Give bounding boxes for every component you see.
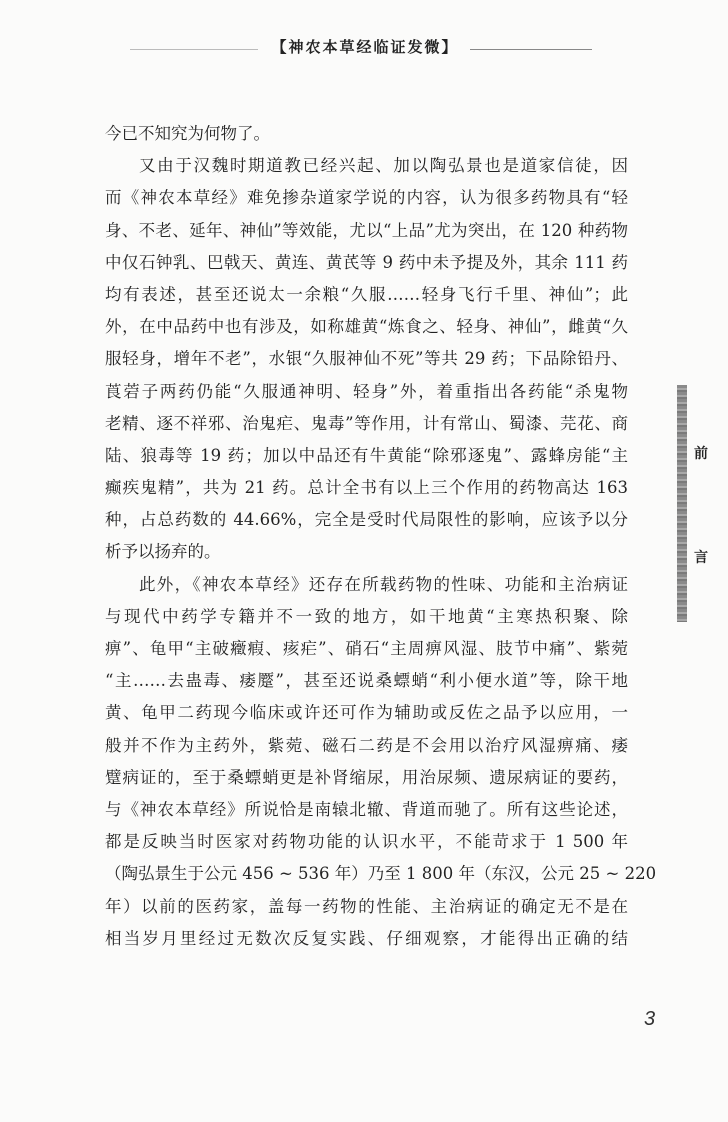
text-line: 与《神农本草经》所说恰是南辕北辙、背道而驰了。所有这些论述，: [105, 799, 628, 819]
text-line: 都是反映当时医家对药物功能的认识水平，不能苛求于 1 500 年: [105, 832, 628, 852]
chapter-tab-char: 前: [694, 446, 708, 462]
text-line: 般并不作为主药外，紫菀、磁石二药是不会用以治疗风湿痹痛、痿: [105, 735, 628, 755]
text-line: 而《神农本草经》难免掺杂道家学说的内容，认为很多药物具有“轻: [105, 188, 628, 208]
chapter-tab-char: 言: [694, 550, 708, 566]
text-line: （陶弘景生于公元 456 ~ 536 年）乃至 1 800 年（东汉，公元 25 ~ 220: [105, 864, 657, 884]
text-line: 今已不知究为何物了。: [105, 124, 270, 143]
text-line: 老精、逐不祥邪、治鬼疟、鬼毒”等作用，计有常山、蜀漆、芫花、商: [105, 413, 628, 433]
header-rule-left: [130, 49, 258, 50]
text-line: 癫疾鬼精”，共为 21 药。总计全书有以上三个作用的药物高达 163: [105, 478, 628, 498]
text-line: 与现代中药学专籍并不一致的地方，如干地黄“主寒热积聚、除: [105, 606, 628, 626]
text-line: 莨菪子两药仍能“久服通神明、轻身”外，着重指出各药能“杀鬼物: [105, 381, 628, 401]
text-line: 身、不老、延年、神仙”等效能，尤以“上品”尤为突出，在 120 种药物: [105, 220, 628, 240]
text-line: “主……去蛊毒、痿蹷”，甚至还说桑螵蛸“利小便水道”等，除干地: [105, 671, 628, 691]
text-line: 外，在中品药中也有涉及，如称雄黄“炼食之、轻身、神仙”，雌黄“久: [105, 317, 628, 337]
header-rule-right: [470, 49, 592, 50]
chapter-thumb-tab: [677, 385, 687, 622]
body-text: [105, 118, 657, 955]
text-line: 痹”、龟甲“主破癥瘕、痎疟”、硝石“主周痹风湿、肢节中痛”、紫菀: [105, 639, 628, 658]
text-line: 析予以扬弃的。: [105, 542, 221, 562]
running-header: [0, 36, 728, 60]
book-title: 【神农本草经临证发微】: [271, 38, 459, 56]
text-line: 均有表述，甚至还说太一余粮“久服……轻身飞行千里、神仙”；此: [105, 284, 628, 304]
text-line: 相当岁月里经过无数次反复实践、仔细观察，才能得出正确的结: [105, 928, 628, 948]
text-line: 陆、狼毒等 19 药；加以中品还有牛黄能“除邪逐鬼”、露蜂房能“主: [105, 445, 628, 465]
text-line: 种，占总药数的 44.66%，完全是受时代局限性的影响，应该予以分: [105, 510, 628, 530]
text-line: 此外，《神农本草经》还存在所载药物的性味、功能和主治病证: [139, 574, 628, 594]
text-line: 年）以前的医药家，盖每一药物的性能、主治病证的确定无不是在: [105, 896, 628, 916]
text-line: 黄、龟甲二药现今临床或许还可作为辅助或反佐之品予以应用，一: [105, 703, 628, 723]
text-line: 服轻身，增年不老”，水银“久服神仙不死”等共 29 药；下品除铅丹、: [105, 349, 628, 369]
text-line: 躄病证的，至于桑螵蛸更是补肾缩尿，用治尿频、遗尿病证的要药，: [105, 767, 628, 787]
page-number: 3: [644, 1008, 656, 1030]
text-line: 又由于汉魏时期道教已经兴起、加以陶弘景也是道家信徒，因: [139, 156, 628, 176]
text-line: 中仅石钟乳、巴戟天、黄连、黄芪等 9 药中未予提及外，其余 111 药: [105, 252, 628, 272]
